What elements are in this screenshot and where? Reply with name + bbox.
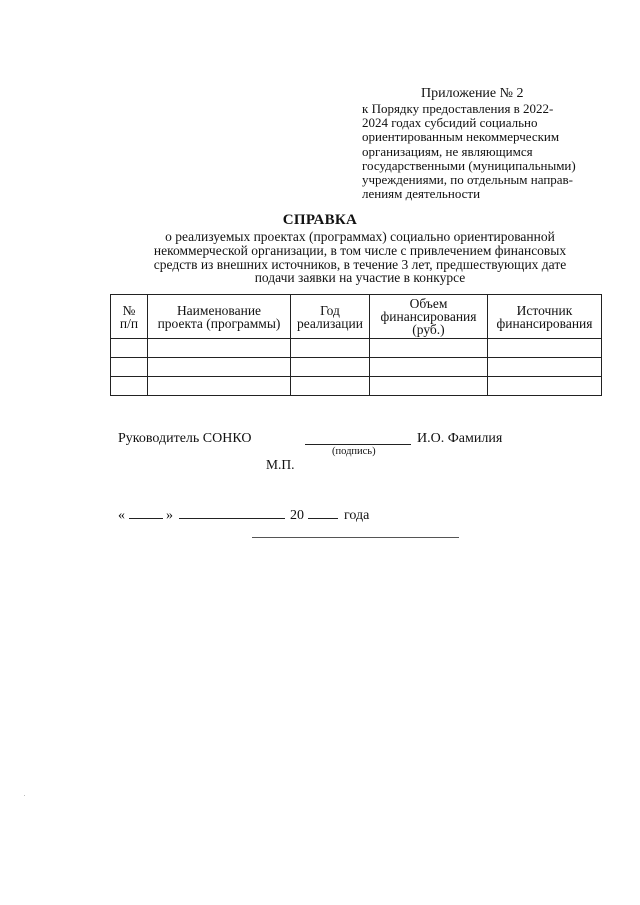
date-close-quote: » [166, 508, 173, 523]
date-year-prefix: 20 [290, 508, 304, 523]
table-cell [148, 358, 291, 377]
table-cell [488, 339, 602, 358]
table-cell [370, 377, 488, 396]
stamp-place: М.П. [266, 457, 295, 472]
header-funding-amount: Объем финансирования (руб.) [370, 295, 488, 339]
date-line [118, 506, 369, 524]
signer-name: И.О. Фамилия [417, 431, 503, 446]
table-cell [291, 377, 370, 396]
table-cell [291, 358, 370, 377]
date-day-blank [129, 506, 163, 519]
document-title: СПРАВКА [282, 212, 358, 228]
subtitle-line: некоммерческой организации, в том числе с привлечением финансовых [153, 242, 567, 258]
table-cell [111, 339, 148, 358]
date-year-suffix: года [344, 508, 370, 523]
table-cell [488, 377, 602, 396]
header-project-name: Наименование проекта (программы) [148, 295, 291, 339]
appendix-line: учреждениями, по отдельным направ- [362, 172, 574, 188]
appendix-line: к Порядку предоставления в 2022- [362, 101, 554, 116]
date-open-quote: « [118, 508, 125, 523]
appendix-line: 2024 годах субсидий социально [362, 115, 538, 131]
table-cell [488, 358, 602, 377]
date-month-blank [179, 506, 285, 519]
subtitle-line: о реализуемых проектах (программах) социально ориентированной [165, 229, 555, 244]
table-cell [291, 339, 370, 358]
appendix-title: Приложение № 2 [421, 86, 524, 101]
table-cell [370, 358, 488, 377]
table-cell [148, 377, 291, 396]
subtitle-line: подачи заявки на участие в конкурсе [254, 270, 466, 286]
table-row [111, 377, 602, 396]
header-number: № п/п [111, 295, 148, 339]
subtitle-line: средств из внешних источников, в течение 3 лет, предшествующих дате [153, 256, 567, 272]
signer-label: Руководитель СОНКО [118, 431, 252, 446]
appendix-text [362, 102, 607, 201]
date-year-blank [308, 506, 338, 519]
header-funding-source: Источник финансирования [488, 295, 602, 339]
appendix-line: государственными (муниципальными) [362, 157, 576, 173]
table-cell [148, 339, 291, 358]
table-cell [111, 377, 148, 396]
separator-line [252, 537, 459, 538]
table-row [111, 339, 602, 358]
appendix-line: организациям, не являющимся [362, 143, 533, 159]
table-header-row [111, 295, 602, 339]
appendix-line: ориентированным некоммерческим [362, 129, 560, 145]
projects-table [110, 294, 602, 396]
scan-speck [24, 795, 25, 796]
table-cell [370, 339, 488, 358]
table-row [111, 358, 602, 377]
header-year: Год реализации [291, 295, 370, 339]
signature-caption: (подпись) [332, 446, 376, 457]
appendix-line: лениям деятельности [362, 186, 481, 202]
signature-line [305, 444, 411, 445]
table-cell [111, 358, 148, 377]
document-subtitle [110, 230, 610, 285]
